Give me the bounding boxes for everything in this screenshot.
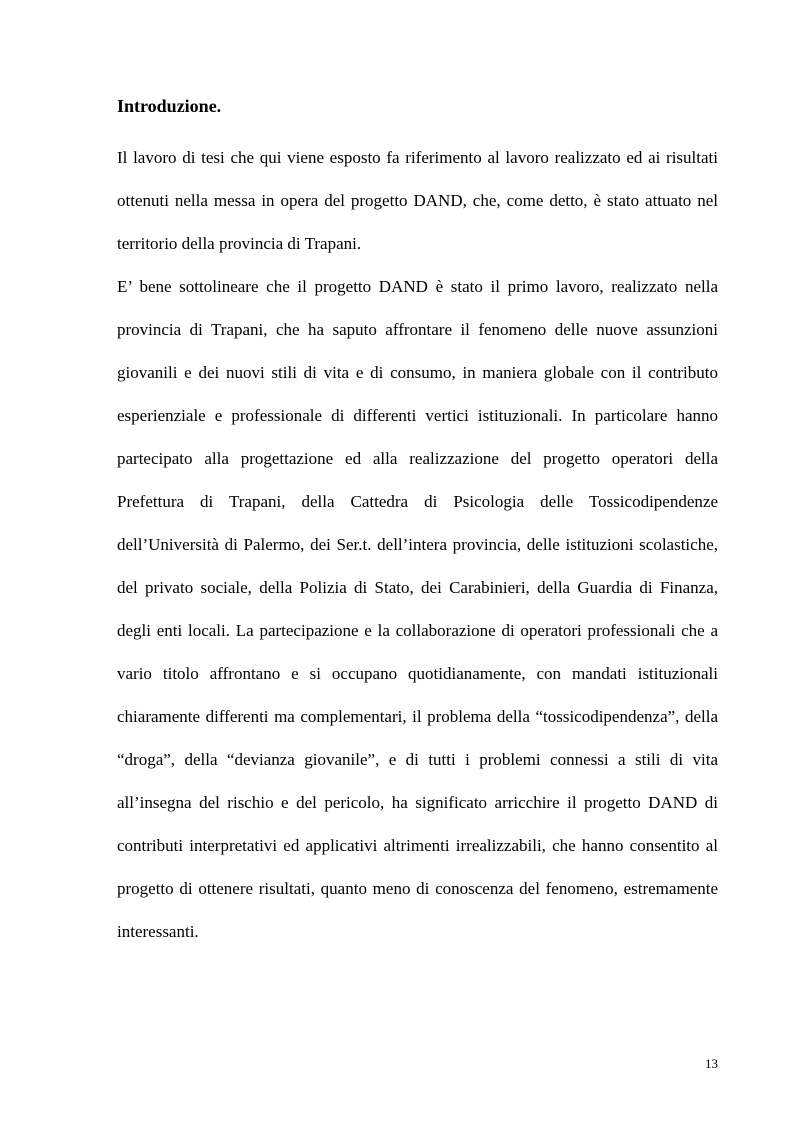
paragraph-1: Il lavoro di tesi che qui viene esposto fa riferimento al lavoro realizzato ed ai risultati ottenuti nella messa in opera del progetto DAND, che, come detto, è stato attuato nel territorio della provincia di Trapani. <box>117 148 718 253</box>
section-heading: Introduzione. <box>117 96 222 116</box>
body-text <box>117 136 718 953</box>
page-number: 13 <box>705 1056 718 1071</box>
paragraph-2: E’ bene sottolineare che il progetto DAND è stato il primo lavoro, realizzato nella provincia di Trapani, che ha saputo affrontare il fenomeno delle nuove assunzioni giovanili e dei nuovi stili di vita e di consumo, in maniera globale con il contributo esperienziale e professionale di differenti vertici istituzionali. In particolare hanno partecipato alla progettazione ed alla realizzazione del progetto operatori della Prefettura di Trapani, della Cattedra di Psicologia delle Tossicodipendenze dell’Università di Palermo, dei Ser.t. dell’intera provincia, delle istituzioni scolastiche, del privato sociale, della Polizia di Stato, dei Carabinieri, della Guardia di Finanza, degli enti locali. La partecipazione e la collaborazione di operatori professionali che a vario titolo affrontano e si occupano quotidianamente, con mandati istituzionali chiaramente differenti ma complementari, il problema della “tossicodipendenza”, della “droga”, della “devianza giovanile”, e di tutti i problemi connessi a stili di vita all’insegna del rischio e del pericolo, ha significato arricchire il progetto DAND di contributi interpretativi ed applicativi altrimenti irrealizzabili, che hanno consentito al progetto di ottenere risultati, quanto meno di conoscenza del fenomeno, estremamente interessanti. <box>117 277 718 941</box>
